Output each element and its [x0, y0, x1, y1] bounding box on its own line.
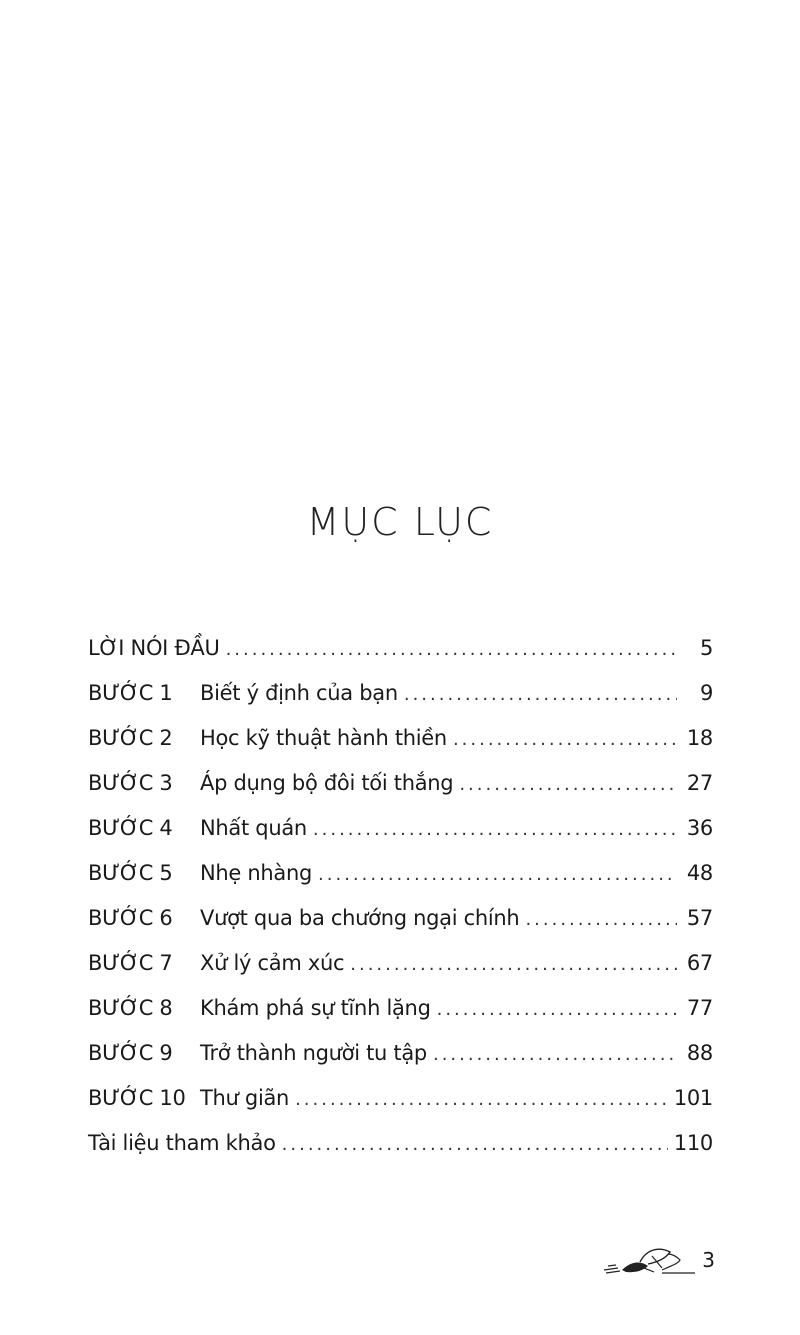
toc-entry-label: Biết ý định của bạn	[200, 680, 398, 705]
toc-row-step-2	[88, 715, 713, 760]
toc-step-number: BƯỚC 5	[88, 860, 173, 885]
toc-row-step-5	[88, 850, 713, 895]
toc-entry-label: Tài liệu tham khảo	[88, 1130, 276, 1155]
toc-entry-page: 5	[699, 635, 713, 660]
toc-entry-page: 88	[686, 1040, 713, 1065]
page-number: 3	[702, 1248, 715, 1272]
dot-leader	[404, 684, 677, 705]
toc-step-number: BƯỚC 7	[88, 950, 173, 975]
toc-row-step-1	[88, 670, 713, 715]
toc-row-step-4	[88, 805, 713, 850]
toc-entry-page: 48	[686, 860, 713, 885]
toc-row-step-8	[88, 985, 713, 1030]
toc-entry-page: 9	[699, 680, 713, 705]
toc-row-references	[88, 1120, 713, 1165]
toc-entry-page: 110	[673, 1130, 713, 1155]
dot-leader	[525, 909, 677, 930]
toc-entry-label: Thư giãn	[200, 1085, 290, 1110]
toc-row-step-10	[88, 1075, 713, 1120]
toc-entry-label: Vượt qua ba chướng ngại chính	[200, 905, 520, 930]
bird-ornament-icon	[600, 1240, 695, 1280]
toc-entry-label: Nhất quán	[200, 815, 307, 840]
dot-leader	[282, 1134, 668, 1155]
toc-row-step-9	[88, 1030, 713, 1075]
page-title: MỤC LỤC	[306, 500, 494, 544]
toc-row-preface	[88, 625, 713, 670]
toc-entry-label: Học kỹ thuật hành thiền	[200, 725, 447, 750]
dot-leader	[459, 774, 677, 795]
toc-entry-label: Áp dụng bộ đôi tối thắng	[200, 770, 454, 795]
toc-entry-page: 67	[686, 950, 713, 975]
toc-entry-label: LỜI NÓI ĐẦU	[88, 635, 220, 660]
dot-leader	[318, 864, 677, 885]
toc-entry-page: 18	[686, 725, 713, 750]
dot-leader	[453, 729, 677, 750]
toc-entry-page: 101	[673, 1085, 713, 1110]
toc-step-number: BƯỚC 6	[88, 905, 173, 930]
dot-leader	[350, 954, 677, 975]
toc-entry-label: Trở thành người tu tập	[200, 1040, 427, 1065]
page-footer	[600, 1240, 715, 1280]
dot-leader	[437, 999, 677, 1020]
toc-entry-label: Khám phá sự tĩnh lặng	[200, 995, 431, 1020]
toc-entry-page: 36	[686, 815, 713, 840]
toc-step-number: BƯỚC 1	[88, 680, 173, 705]
dot-leader	[295, 1089, 668, 1110]
toc-entry-label: Nhẹ nhàng	[200, 860, 313, 885]
toc-entry-page: 77	[686, 995, 713, 1020]
toc-step-number: BƯỚC 8	[88, 995, 173, 1020]
dot-leader	[313, 819, 677, 840]
toc-row-step-3	[88, 760, 713, 805]
table-of-contents	[88, 625, 713, 1165]
dot-leader	[226, 639, 677, 660]
toc-row-step-7	[88, 940, 713, 985]
toc-step-number: BƯỚC 3	[88, 770, 173, 795]
toc-entry-page: 27	[686, 770, 713, 795]
toc-row-step-6	[88, 895, 713, 940]
dot-leader	[433, 1044, 677, 1065]
toc-step-number: BƯỚC 9	[88, 1040, 173, 1065]
toc-step-number: BƯỚC 10	[88, 1085, 186, 1110]
toc-step-number: BƯỚC 2	[88, 725, 173, 750]
toc-entry-page: 57	[686, 905, 713, 930]
toc-entry-label: Xử lý cảm xúc	[200, 950, 345, 975]
toc-step-number: BƯỚC 4	[88, 815, 173, 840]
